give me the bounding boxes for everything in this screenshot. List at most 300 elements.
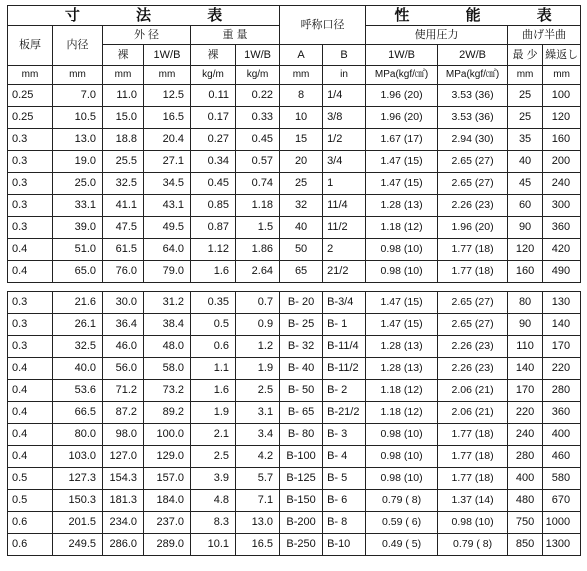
thickness-cell: 0.3: [8, 292, 53, 314]
thickness-cell: 0.25: [8, 85, 53, 107]
weight-wb-cell: 13.0: [236, 512, 280, 534]
weight-wb-cell: 1.5: [236, 217, 280, 239]
pressure-1wb-cell: 1.18 (12): [366, 217, 438, 239]
outer-wb-cell: 48.0: [144, 336, 191, 358]
pressure-1wb-cell: 1.96 (20): [366, 85, 438, 107]
thickness-cell: 0.3: [8, 173, 53, 195]
repeat-radius-cell: 220: [543, 358, 581, 380]
pressure-1wb-cell: 0.98 (10): [366, 261, 438, 283]
inner-diameter-cell: 21.6: [53, 292, 103, 314]
thickness-cell: 0.4: [8, 358, 53, 380]
nominal-b-cell: B- 8: [323, 512, 366, 534]
nominal-a-cell: B-100: [280, 446, 323, 468]
thickness-cell: 0.3: [8, 217, 53, 239]
outer-bare-cell: 234.0: [103, 512, 144, 534]
repeat-radius-cell: 360: [543, 217, 581, 239]
outer-wb-cell: 49.5: [144, 217, 191, 239]
nominal-a-cell: B- 32: [280, 336, 323, 358]
repeat-radius-cell: 580: [543, 468, 581, 490]
table-row: [8, 468, 581, 490]
table-row: [8, 534, 581, 556]
weight-bare-cell: 0.5: [191, 314, 236, 336]
outer-bare-cell: 76.0: [103, 261, 144, 283]
pressure-2wb-cell: 1.77 (18): [438, 446, 508, 468]
inner-diameter-cell: 53.6: [53, 380, 103, 402]
nominal-b-cell: 3/8: [323, 107, 366, 129]
table-row: [8, 424, 581, 446]
min-radius-cell: 40: [508, 151, 543, 173]
outer-bare-cell: 127.0: [103, 446, 144, 468]
weight-wb-cell: 4.2: [236, 446, 280, 468]
thickness-cell: 0.3: [8, 195, 53, 217]
pressure-2wb-cell: 2.65 (27): [438, 151, 508, 173]
weight-bare-cell: 0.17: [191, 107, 236, 129]
weight-bare-cell: 0.45: [191, 173, 236, 195]
nominal-a-cell: 25: [280, 173, 323, 195]
min-radius-cell: 60: [508, 195, 543, 217]
pressure-2wb-cell: 1.77 (18): [438, 424, 508, 446]
unit-a: mm: [280, 66, 323, 85]
table-row: [8, 490, 581, 512]
weight-wb-cell: 0.7: [236, 292, 280, 314]
pressure-1wb-cell: 1.28 (13): [366, 358, 438, 380]
nominal-a-header: A: [280, 45, 323, 66]
weight-bare-cell: 4.8: [191, 490, 236, 512]
repeat-radius-cell: 460: [543, 446, 581, 468]
pressure-2wb-cell: 2.65 (27): [438, 314, 508, 336]
thickness-cell: 0.4: [8, 239, 53, 261]
unit-weight-wb: kg/m: [236, 66, 280, 85]
outer-bare-cell: 30.0: [103, 292, 144, 314]
table-row: [8, 239, 581, 261]
inner-diameter-cell: 39.0: [53, 217, 103, 239]
pressure-1wb-cell: 1.96 (20): [366, 107, 438, 129]
outer-wb-cell: 12.5: [144, 85, 191, 107]
pressure-1wb-cell: 1.18 (12): [366, 402, 438, 424]
pressure-2wb-cell: 1.37 (14): [438, 490, 508, 512]
nominal-a-cell: B-150: [280, 490, 323, 512]
outer-bare-cell: 71.2: [103, 380, 144, 402]
unit-thickness: mm: [8, 66, 53, 85]
min-radius-cell: 110: [508, 336, 543, 358]
inner-diameter-cell: 10.5: [53, 107, 103, 129]
weight-bare-cell: 2.1: [191, 424, 236, 446]
weight-bare-cell: 0.87: [191, 217, 236, 239]
pressure-2wb-cell: 0.79 ( 8): [438, 534, 508, 556]
thickness-cell: 0.4: [8, 380, 53, 402]
min-radius-cell: 280: [508, 446, 543, 468]
thickness-cell: 0.5: [8, 468, 53, 490]
repeat-radius-cell: 170: [543, 336, 581, 358]
nominal-b-header: B: [323, 45, 366, 66]
inner-diameter-cell: 66.5: [53, 402, 103, 424]
thickness-cell: 0.4: [8, 446, 53, 468]
unit-outer-bare: mm: [103, 66, 144, 85]
thickness-cell: 0.3: [8, 151, 53, 173]
weight-bare-cell: 0.6: [191, 336, 236, 358]
nominal-b-cell: B-11/2: [323, 358, 366, 380]
weight-wb-cell: 0.33: [236, 107, 280, 129]
inner-diameter-cell: 65.0: [53, 261, 103, 283]
weight-bare-cell: 0.35: [191, 292, 236, 314]
nominal-b-cell: B- 5: [323, 468, 366, 490]
weight-wb-cell: 3.4: [236, 424, 280, 446]
outer-bare-cell: 18.8: [103, 129, 144, 151]
table-row: [8, 217, 581, 239]
pressure-2wb-cell: 2.26 (23): [438, 195, 508, 217]
table-row: [8, 173, 581, 195]
bend-radius-header: 曲げ半曲: [508, 26, 581, 45]
nominal-b-cell: B- 4: [323, 446, 366, 468]
min-radius-cell: 140: [508, 358, 543, 380]
table-header: [8, 6, 581, 85]
unit-p2: MPa(kgf/㎠): [438, 66, 508, 85]
pressure-1wb-cell: 0.98 (10): [366, 424, 438, 446]
repeat-radius-cell: 120: [543, 107, 581, 129]
repeat-radius-cell: 200: [543, 151, 581, 173]
thickness-cell: 0.6: [8, 534, 53, 556]
unit-min: mm: [508, 66, 543, 85]
min-radius-cell: 25: [508, 107, 543, 129]
pressure-1wb-cell: 0.49 ( 5): [366, 534, 438, 556]
min-radius-cell: 120: [508, 239, 543, 261]
thickness-cell: 0.4: [8, 402, 53, 424]
pressure-1wb-cell: 1.47 (15): [366, 151, 438, 173]
outer-wb-cell: 16.5: [144, 107, 191, 129]
table-row: [8, 151, 581, 173]
weight-bare-cell: 1.9: [191, 402, 236, 424]
thickness-cell: 0.6: [8, 512, 53, 534]
outer-wb-cell: 79.0: [144, 261, 191, 283]
inner-diameter-cell: 26.1: [53, 314, 103, 336]
inner-diameter-cell: 19.0: [53, 151, 103, 173]
pressure-1wb-header: 1W/B: [366, 45, 438, 66]
min-radius-cell: 160: [508, 261, 543, 283]
nominal-b-cell: B-21/2: [323, 402, 366, 424]
weight-wb-cell: 1.18: [236, 195, 280, 217]
table-body-b-series: [8, 292, 581, 556]
inner-diameter-cell: 7.0: [53, 85, 103, 107]
outer-bare-cell: 87.2: [103, 402, 144, 424]
nominal-a-cell: 50: [280, 239, 323, 261]
repeat-radius-cell: 140: [543, 314, 581, 336]
pressure-2wb-cell: 2.65 (27): [438, 173, 508, 195]
nominal-b-cell: B- 2: [323, 380, 366, 402]
pressure-2wb-cell: 2.06 (21): [438, 380, 508, 402]
thickness-cell: 0.4: [8, 424, 53, 446]
repeat-radius-cell: 300: [543, 195, 581, 217]
nominal-a-cell: 10: [280, 107, 323, 129]
pressure-2wb-cell: 0.98 (10): [438, 512, 508, 534]
nominal-b-cell: 21/2: [323, 261, 366, 283]
repeat-radius-cell: 130: [543, 292, 581, 314]
pressure-2wb-cell: 2.94 (30): [438, 129, 508, 151]
repeat-radius-cell: 400: [543, 424, 581, 446]
inner-diameter-cell: 51.0: [53, 239, 103, 261]
pressure-2wb-cell: 2.06 (21): [438, 402, 508, 424]
weight-bare-cell: 3.9: [191, 468, 236, 490]
pressure-2wb-cell: 2.26 (23): [438, 336, 508, 358]
outer-bare-cell: 181.3: [103, 490, 144, 512]
pressure-1wb-cell: 1.47 (15): [366, 292, 438, 314]
outer-wb-cell: 31.2: [144, 292, 191, 314]
weight-wb-cell: 2.64: [236, 261, 280, 283]
weight-bare-cell: 1.6: [191, 380, 236, 402]
inner-diameter-cell: 33.1: [53, 195, 103, 217]
min-radius-cell: 90: [508, 314, 543, 336]
outer-wb-cell: 20.4: [144, 129, 191, 151]
nominal-a-cell: B-200: [280, 512, 323, 534]
weight-bare-cell: 8.3: [191, 512, 236, 534]
outer-bare-cell: 98.0: [103, 424, 144, 446]
table-row: [8, 129, 581, 151]
outer-wb-cell: 157.0: [144, 468, 191, 490]
nominal-b-cell: B-10: [323, 534, 366, 556]
min-radius-cell: 90: [508, 217, 543, 239]
unit-outer-wb: mm: [144, 66, 191, 85]
pressure-1wb-cell: 1.47 (15): [366, 173, 438, 195]
inner-diameter-cell: 80.0: [53, 424, 103, 446]
table-row: [8, 85, 581, 107]
table-body-standard: [8, 85, 581, 283]
nominal-a-cell: 8: [280, 85, 323, 107]
inner-diameter-cell: 13.0: [53, 129, 103, 151]
table-row: [8, 261, 581, 283]
nominal-b-cell: B- 1: [323, 314, 366, 336]
outer-bare-cell: 41.1: [103, 195, 144, 217]
nominal-b-cell: B- 6: [323, 490, 366, 512]
pressure-2wb-cell: 1.77 (18): [438, 239, 508, 261]
inner-diameter-cell: 40.0: [53, 358, 103, 380]
nominal-a-cell: B- 50: [280, 380, 323, 402]
outer-bare-cell: 25.5: [103, 151, 144, 173]
outer-wb-cell: 38.4: [144, 314, 191, 336]
outer-wb-cell: 184.0: [144, 490, 191, 512]
weight-wb-cell: 0.45: [236, 129, 280, 151]
nominal-a-cell: 32: [280, 195, 323, 217]
nominal-a-cell: B- 80: [280, 424, 323, 446]
inner-diameter-cell: 32.5: [53, 336, 103, 358]
inner-diameter-cell: 103.0: [53, 446, 103, 468]
min-radius-cell: 480: [508, 490, 543, 512]
repeat-radius-cell: 670: [543, 490, 581, 512]
nominal-b-cell: 1/2: [323, 129, 366, 151]
repeat-radius-cell: 1000: [543, 512, 581, 534]
table-row: [8, 380, 581, 402]
min-radius-cell: 240: [508, 424, 543, 446]
pressure-header: 使用圧力: [366, 26, 508, 45]
outer-wb-cell: 27.1: [144, 151, 191, 173]
outer-wb-cell: 64.0: [144, 239, 191, 261]
outer-wb-cell: 89.2: [144, 402, 191, 424]
table-row: [8, 402, 581, 424]
thickness-cell: 0.3: [8, 336, 53, 358]
table-row: [8, 107, 581, 129]
min-radius-cell: 750: [508, 512, 543, 534]
pressure-1wb-cell: 0.79 ( 8): [366, 490, 438, 512]
outer-wb-cell: 100.0: [144, 424, 191, 446]
min-radius-cell: 35: [508, 129, 543, 151]
repeat-radius-cell: 100: [543, 85, 581, 107]
section-gap: [8, 283, 581, 292]
weight-bare-cell: 0.11: [191, 85, 236, 107]
repeat-radius-cell: 280: [543, 380, 581, 402]
spec-sheet: [7, 5, 580, 556]
outer-bare-cell: 32.5: [103, 173, 144, 195]
dims-title: 寸 法 表: [8, 6, 280, 26]
weight-bare-cell: 0.85: [191, 195, 236, 217]
pressure-1wb-cell: 0.98 (10): [366, 239, 438, 261]
pressure-2wb-cell: 1.77 (18): [438, 468, 508, 490]
weight-wb-cell: 16.5: [236, 534, 280, 556]
pressure-2wb-cell: 1.96 (20): [438, 217, 508, 239]
outer-bare-cell: 154.3: [103, 468, 144, 490]
units-row: [8, 66, 581, 85]
pressure-2wb-cell: 3.53 (36): [438, 107, 508, 129]
nominal-b-cell: B-3/4: [323, 292, 366, 314]
weight-wb-cell: 0.9: [236, 314, 280, 336]
weight-1wb-header: 1W/B: [236, 45, 280, 66]
repeat-radius-cell: 490: [543, 261, 581, 283]
min-radius-cell: 80: [508, 292, 543, 314]
spec-table: [7, 5, 581, 556]
thickness-cell: 0.4: [8, 261, 53, 283]
repeat-radius-cell: 420: [543, 239, 581, 261]
repeat-radius-header: 繰返し: [543, 45, 581, 66]
outer-bare-cell: 36.4: [103, 314, 144, 336]
outer-bare-header: 裸: [103, 45, 144, 66]
inner-diameter-header: 内径: [53, 26, 103, 66]
nominal-b-cell: B-11/4: [323, 336, 366, 358]
weight-wb-cell: 3.1: [236, 402, 280, 424]
unit-inner: mm: [53, 66, 103, 85]
inner-diameter-cell: 249.5: [53, 534, 103, 556]
nominal-a-cell: 40: [280, 217, 323, 239]
section-divider: [8, 283, 581, 292]
weight-bare-cell: 1.6: [191, 261, 236, 283]
thickness-cell: 0.25: [8, 107, 53, 129]
nominal-a-cell: 65: [280, 261, 323, 283]
thickness-cell: 0.5: [8, 490, 53, 512]
weight-wb-cell: 0.57: [236, 151, 280, 173]
weight-bare-cell: 2.5: [191, 446, 236, 468]
weight-bare-header: 裸: [191, 45, 236, 66]
table-row: [8, 358, 581, 380]
nominal-a-cell: B- 25: [280, 314, 323, 336]
outer-wb-cell: 34.5: [144, 173, 191, 195]
nominal-b-cell: B- 3: [323, 424, 366, 446]
table-row: [8, 446, 581, 468]
outer-bare-cell: 15.0: [103, 107, 144, 129]
pressure-1wb-cell: 1.28 (13): [366, 336, 438, 358]
weight-bare-cell: 0.27: [191, 129, 236, 151]
table-row: [8, 512, 581, 534]
nominal-b-cell: 2: [323, 239, 366, 261]
nominal-b-cell: 1: [323, 173, 366, 195]
inner-diameter-cell: 201.5: [53, 512, 103, 534]
outer-wb-cell: 237.0: [144, 512, 191, 534]
pressure-1wb-cell: 1.47 (15): [366, 314, 438, 336]
table-row: [8, 292, 581, 314]
pressure-1wb-cell: 1.28 (13): [366, 195, 438, 217]
min-radius-cell: 400: [508, 468, 543, 490]
pressure-1wb-cell: 0.59 ( 6): [366, 512, 438, 534]
outer-bare-cell: 47.5: [103, 217, 144, 239]
weight-wb-cell: 2.5: [236, 380, 280, 402]
outer-wb-cell: 289.0: [144, 534, 191, 556]
min-radius-cell: 170: [508, 380, 543, 402]
weight-wb-cell: 1.86: [236, 239, 280, 261]
pressure-2wb-cell: 1.77 (18): [438, 261, 508, 283]
weight-wb-cell: 0.74: [236, 173, 280, 195]
pressure-2wb-cell: 3.53 (36): [438, 85, 508, 107]
min-radius-cell: 25: [508, 85, 543, 107]
weight-wb-cell: 0.22: [236, 85, 280, 107]
weight-bare-cell: 1.1: [191, 358, 236, 380]
nominal-b-cell: 11/4: [323, 195, 366, 217]
nominal-a-cell: B- 65: [280, 402, 323, 424]
unit-b: in: [323, 66, 366, 85]
min-radius-cell: 220: [508, 402, 543, 424]
outer-diameter-header: 外 径: [103, 26, 191, 45]
weight-wb-cell: 5.7: [236, 468, 280, 490]
outer-wb-cell: 73.2: [144, 380, 191, 402]
weight-header: 重 量: [191, 26, 280, 45]
pressure-2wb-header: 2W/B: [438, 45, 508, 66]
outer-wb-cell: 58.0: [144, 358, 191, 380]
repeat-radius-cell: 160: [543, 129, 581, 151]
nominal-b-cell: 11/2: [323, 217, 366, 239]
weight-wb-cell: 7.1: [236, 490, 280, 512]
outer-wb-cell: 129.0: [144, 446, 191, 468]
repeat-radius-cell: 240: [543, 173, 581, 195]
pressure-1wb-cell: 1.67 (17): [366, 129, 438, 151]
outer-bare-cell: 286.0: [103, 534, 144, 556]
nominal-a-cell: B-125: [280, 468, 323, 490]
outer-bare-cell: 46.0: [103, 336, 144, 358]
thickness-cell: 0.3: [8, 129, 53, 151]
outer-bare-cell: 56.0: [103, 358, 144, 380]
outer-bare-cell: 11.0: [103, 85, 144, 107]
unit-repeat: mm: [543, 66, 581, 85]
weight-bare-cell: 10.1: [191, 534, 236, 556]
nominal-size-title: 呼称口径: [280, 6, 366, 45]
table-row: [8, 314, 581, 336]
nominal-a-cell: 20: [280, 151, 323, 173]
inner-diameter-cell: 150.3: [53, 490, 103, 512]
nominal-a-cell: B- 40: [280, 358, 323, 380]
pressure-2wb-cell: 2.26 (23): [438, 358, 508, 380]
pressure-1wb-cell: 0.98 (10): [366, 468, 438, 490]
nominal-b-cell: 1/4: [323, 85, 366, 107]
inner-diameter-cell: 127.3: [53, 468, 103, 490]
nominal-a-cell: 15: [280, 129, 323, 151]
min-radius-cell: 850: [508, 534, 543, 556]
repeat-radius-cell: 360: [543, 402, 581, 424]
pressure-2wb-cell: 2.65 (27): [438, 292, 508, 314]
weight-wb-cell: 1.9: [236, 358, 280, 380]
pressure-1wb-cell: 0.98 (10): [366, 446, 438, 468]
min-radius-header: 最 少: [508, 45, 543, 66]
weight-wb-cell: 1.2: [236, 336, 280, 358]
nominal-a-cell: B-250: [280, 534, 323, 556]
unit-weight-bare: kg/m: [191, 66, 236, 85]
unit-p1: MPa(kgf/㎠): [366, 66, 438, 85]
weight-bare-cell: 0.34: [191, 151, 236, 173]
performance-title: 性 能 表: [366, 6, 581, 26]
nominal-a-cell: B- 20: [280, 292, 323, 314]
pressure-1wb-cell: 1.18 (12): [366, 380, 438, 402]
